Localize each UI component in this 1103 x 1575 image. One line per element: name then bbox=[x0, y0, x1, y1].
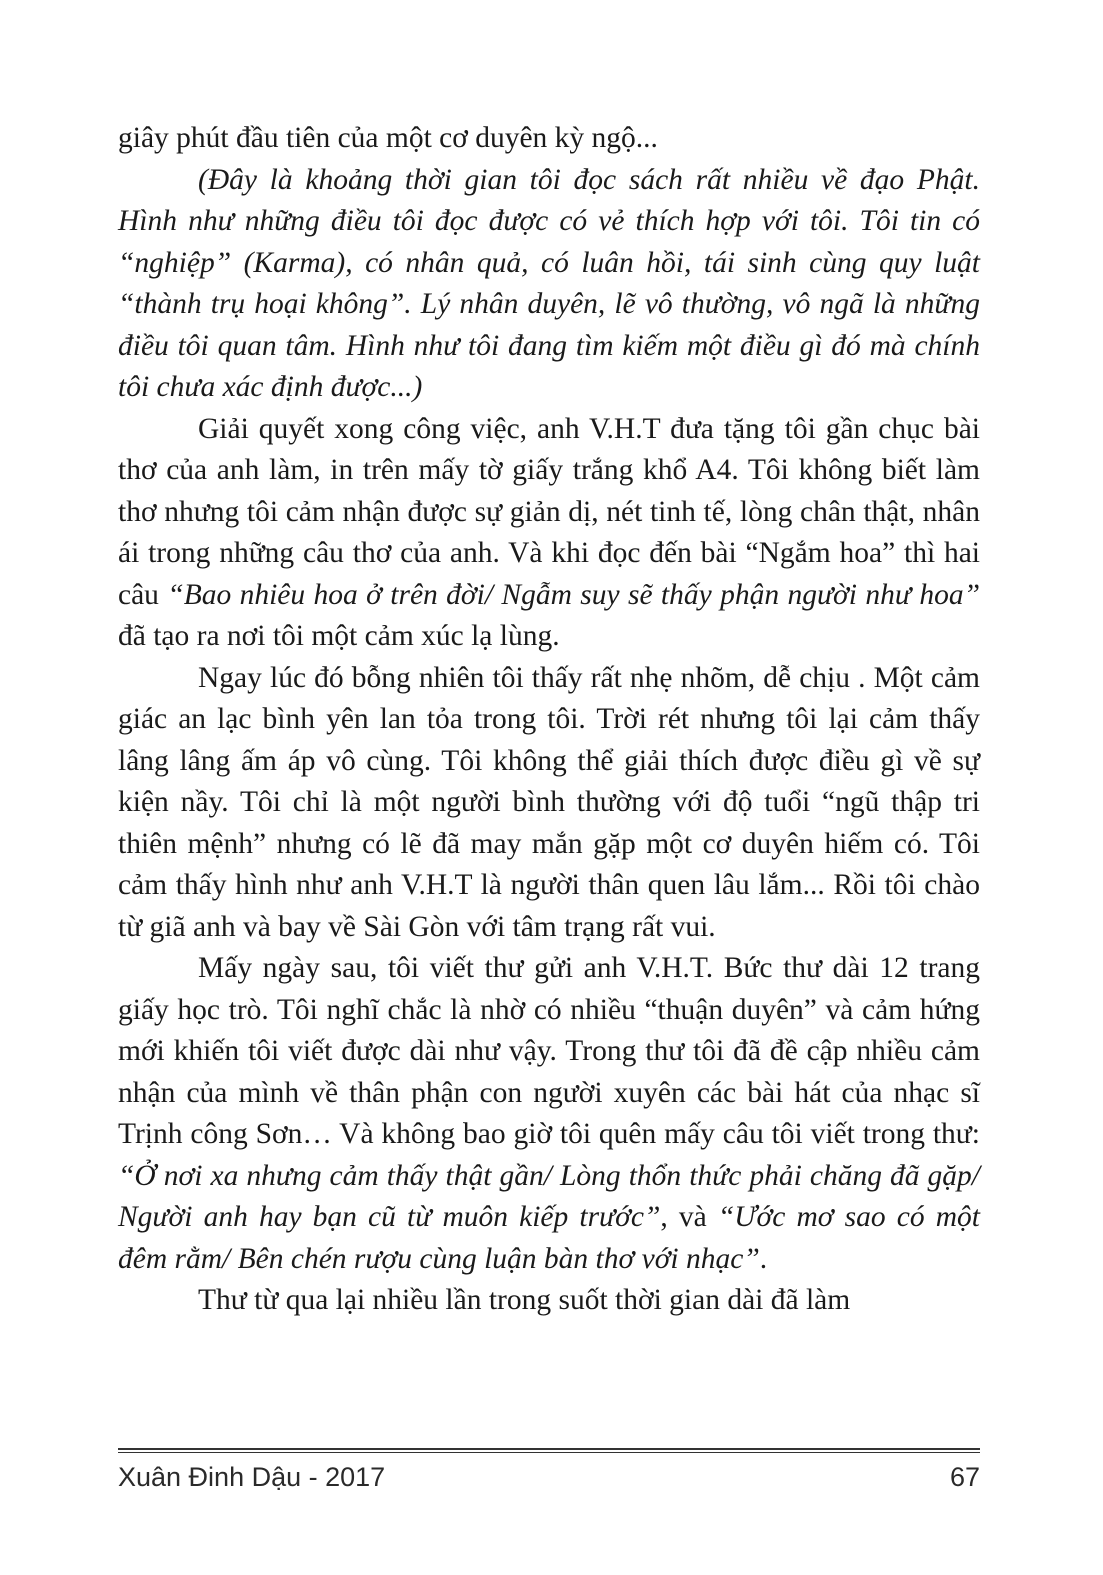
italic-text-segment: “Ước mơ sao có một đêm rằm/ Bên chén rượu cùng luận bàn thơ với nhạc” bbox=[118, 1201, 981, 1275]
paragraph bbox=[118, 409, 980, 658]
text-segment: Giải quyết xong công việc, anh V.H.T đưa tặng tôi gần chục bài thơ của anh làm, in trên mấy tờ giấy trắng khổ A4. Tôi không biết làm thơ nhưng tôi cảm nhận được sự giản dị, nét tinh tế, lòng chân thật, nhân ái trong những câu thơ của anh. Và khi đọc đến bài “Ngắm hoa” thì hai câu bbox=[118, 412, 980, 611]
footer-title: Xuân Đinh Dậu - 2017 bbox=[118, 1462, 386, 1492]
footer-rule bbox=[118, 1448, 980, 1453]
text-segment: . bbox=[759, 1242, 768, 1275]
paragraph bbox=[118, 948, 980, 1280]
text-segment: Thư từ qua lại nhiều lần trong suốt thời gian dài đã làm bbox=[198, 1284, 851, 1316]
text-segment: giây phút đầu tiên của một cơ duyên kỳ ngộ... bbox=[118, 122, 658, 154]
italic-text-segment: (Đây là khoảng thời gian tôi đọc sách rất nhiều về đạo Phật. Hình như những điều tôi đọc được có vẻ thích hợp với tôi. Tôi tin có “nghiệp” (Karma), có nhân quả, có luân hồi, tái sinh cùng quy luật “thành trụ hoại không”. Lý nhân duyên, lẽ vô thường, vô ngã là những điều tôi quan tâm. Hình như tôi đang tìm kiếm một điều gì đó mà chính tôi chưa xác định được...) bbox=[118, 163, 980, 403]
text-segment: Ngay lúc đó bỗng nhiên tôi thấy rất nhẹ nhõm, dễ chịu . Một cảm giác an lạc bình yên lan tỏa trong tôi. Trời rét nhưng tôi lại cảm thấy lâng lâng ấm áp vô cùng. Tôi không thể giải thích được điều gì về sự kiện nầy. Tôi chỉ là một người bình thường với độ tuổi “ngũ thập tri thiên mệnh” nhưng có lẽ đã may mắn gặp một cơ duyên hiếm có. Tôi cảm thấy hình như anh V.H.T là người thân quen lâu lắm... Rồi tôi chào từ giã anh và bay về Sài Gòn với tâm trạng rất vui. bbox=[118, 661, 980, 943]
page-footer bbox=[118, 1462, 980, 1502]
body-text bbox=[118, 118, 980, 1322]
page-number: 67 bbox=[949, 1462, 980, 1492]
text-segment: , và bbox=[660, 1201, 718, 1233]
paragraph bbox=[118, 1280, 980, 1322]
italic-text-segment: “Ở nơi xa nhưng cảm thấy thật gần/ Lòng thổn thức phải chăng đã gặp/ Người anh hay bạn cũ từ muôn kiếp trước” bbox=[118, 1159, 980, 1233]
text-segment: đã tạo ra nơi tôi một cảm xúc lạ lùng. bbox=[118, 620, 560, 652]
text-segment: Mấy ngày sau, tôi viết thư gửi anh V.H.T. Bức thư dài 12 trang giấy học trò. Tôi nghĩ chắc là nhờ có nhiều “thuận duyên” và cảm hứng mới khiến tôi viết được dài như vậy. Trong thư tôi đã đề cập nhiều cảm nhận của mình về thân phận con người xuyên các bài hát của nhạc sĩ Trịnh công Sơn… Và không bao giờ tôi quên mấy câu tôi viết trong thư: bbox=[118, 952, 980, 1150]
paragraph bbox=[118, 118, 980, 160]
paragraph bbox=[118, 160, 980, 409]
paragraph bbox=[118, 658, 980, 949]
italic-text-segment: “Bao nhiêu hoa ở trên đời/ Ngẫm suy sẽ thấy phận người như hoa” bbox=[167, 578, 980, 611]
